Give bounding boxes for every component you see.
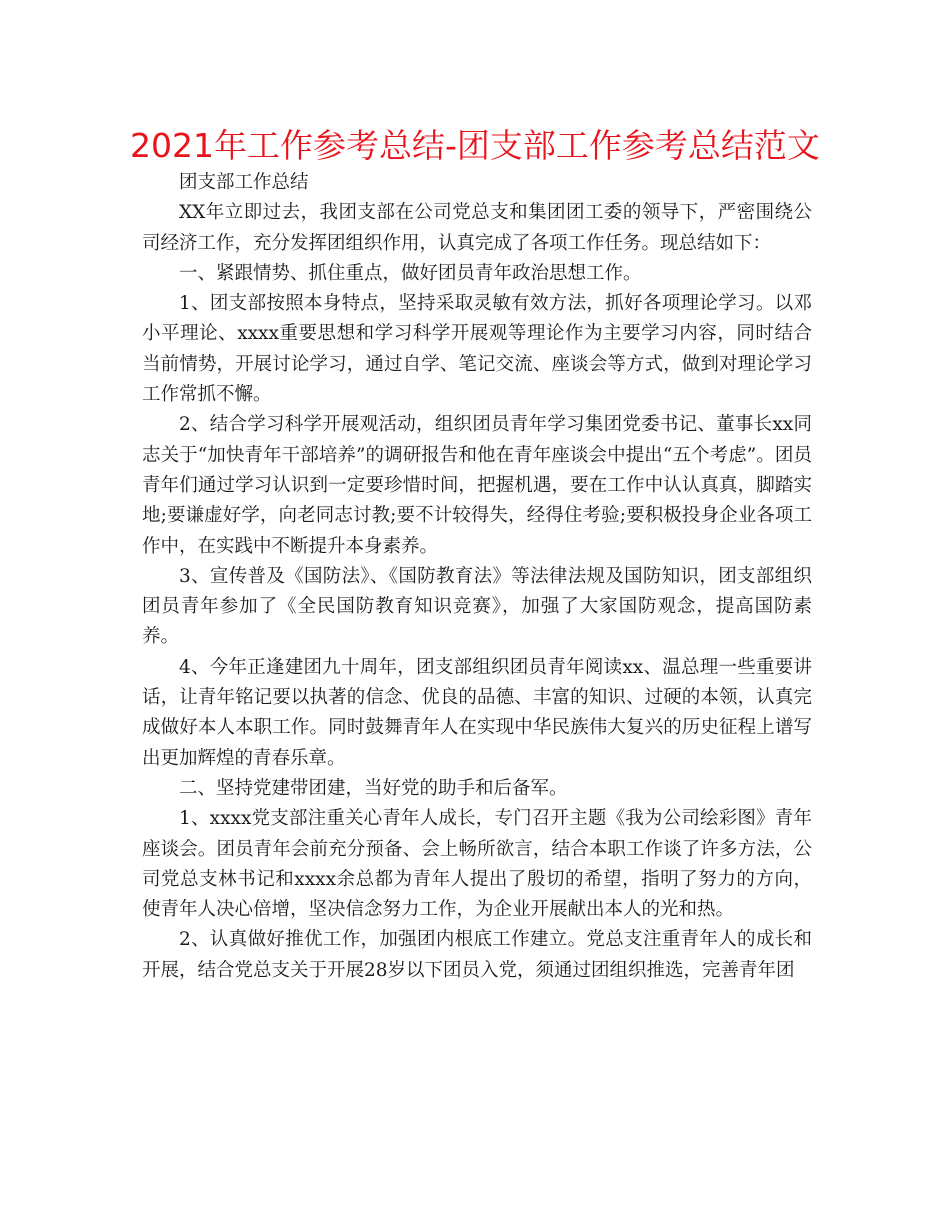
body-paragraph: 3、宣传普及《国防法》、《国防教育法》等法律法规及国防知识，团支部组织团员青年参加了《全民国防教育知识竞赛》，加强了大家国防观念，提高国防素养。 (142, 565, 812, 648)
document-body (142, 168, 812, 986)
body-paragraph: XX年立即过去，我团支部在公司党总支和集团团工委的领导下，严密围绕公司经济工作，充分发挥团组织作用，认真完成了各项工作任务。现总结如下： (142, 202, 812, 254)
body-paragraph: 2、认真做好推优工作，加强团内根底工作建立。党总支注重青年人的成长和开展，结合党总支关于开展28岁以下团员入党，须通过团组织推选，完善青年团 (142, 929, 812, 981)
body-paragraph: 1、xxxx党支部注重关心青年人成长，专门召开主题《我为公司绘彩图》青年座谈会。团员青年会前充分预备、会上畅所欲言，结合本职工作谈了许多方法，公司党总支林书记和xxxx余总都为青年人提出了殷切的希望，指明了努力的方向，使青年人决心倍增，坚决信念努力工作，为企业开展献出本人的光和热。 (142, 808, 812, 921)
body-paragraph: 团支部工作总结 (179, 172, 309, 193)
body-paragraph: 4、今年正逢建团九十周年，团支部组织团员青年阅读xx、温总理一些重要讲话，让青年铭记要以执著的信念、优良的品德、丰富的知识、过硬的本领，认真完成做好本人本职工作。同时鼓舞青年人在实现中华民族伟大复兴的历史征程上谱写出更加辉煌的青春乐章。 (142, 656, 812, 769)
body-paragraph: 2、结合学习科学开展观活动，组织团员青年学习集团党委书记、董事长xx同志关于“加快青年干部培养”的调研报告和他在青年座谈会中提出“五个考虑”。团员青年们通过学习认识到一定要珍惜时间，把握机遇，要在工作中认认真真，脚踏实地;要谦虚好学，向老同志讨教;要不计较得失，经得住考验;要积极投身企业各项工作中，在实践中不断提升本身素养。 (142, 414, 812, 557)
body-paragraph: 二、坚持党建带团建，当好党的助手和后备军。 (179, 777, 568, 799)
body-paragraph: 1、团支部按照本身特点，坚持采取灵敏有效方法，抓好各项理论学习。以邓小平理论、xxxx重要思想和学习科学开展观等理论作为主要学习内容，同时结合当前情势，开展讨论学习，通过自学、笔记交流、座谈会等方式，做到对理论学习工作常抓不懈。 (142, 293, 812, 406)
document-title: 2021年工作参考总结-团支部工作参考总结范文 (130, 126, 820, 165)
body-paragraph: 一、紧跟情势、抓住重点，做好团员青年政治思想工作。 (179, 262, 642, 284)
